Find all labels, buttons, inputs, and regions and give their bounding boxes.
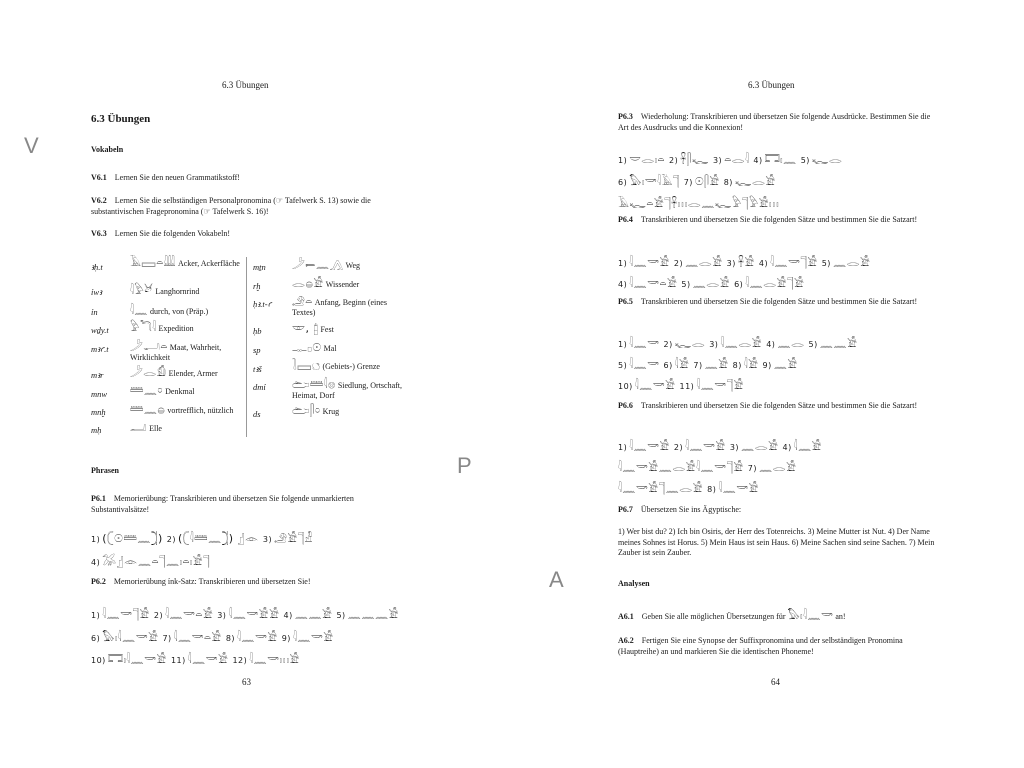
vocab-meaning: Langhornrind	[155, 287, 200, 296]
hieroglyph-group: 𓇋𓅱𓃾	[130, 284, 154, 297]
vocab-meaning: Elender, Armer	[168, 369, 218, 378]
vocab-meaning: vortrefflich, nützlich	[167, 406, 234, 415]
vocab-entry	[130, 258, 240, 269]
marker-a: A	[549, 567, 564, 592]
vokabeln-heading: Vokabeln	[91, 145, 124, 154]
p65-text: Transkribieren und übersetzen Sie die folgenden Sätze und bestimmen Sie die Satzart!	[640, 297, 918, 306]
p61-text: Memorierübung: Transkribieren und übersetzen Sie folgende unmarkierten Substantivalsätze!	[91, 494, 354, 514]
p67-items: 1) Wer bist du? 2) Ich bin Osiris, der Herr des Totenreichs. 3) Meine Mutter ist Nut. 4) Der Name meines Sohnes ist Horus. 5) Mein Haus ist sein Haus. 6) Meine Sachen sind seine Sachen. 7) Mein Zauber ist sein Zauber.	[618, 527, 935, 557]
p61-line-1: 1) (𓍹𓇳𓏠𓈖𓍺) 2) (𓍹𓇋𓏠𓈖𓍺) 𓊨𓁹 3) 𓄂𓀀𓊹𓁐	[91, 532, 313, 545]
vocab-meaning: Fest	[320, 325, 334, 334]
vocab-meaning: Siedlung, Ortschaft, Heimat, Dorf	[292, 381, 403, 400]
hieroglyph-group: 𓏠𓈖𓐍	[130, 403, 166, 416]
vocab-entry	[292, 361, 412, 372]
vocab-meaning: Mal	[323, 344, 337, 353]
p62-line-3: 10) 𓉐𓏤𓇋𓈖𓎡𓀀 11) 𓇋𓈖𓎡𓀀 12) 𓇋𓈖𓎡𓏥𓀀	[91, 653, 300, 666]
vocab-translit: sp	[253, 345, 261, 355]
vocab-translit: tꜣš	[253, 364, 262, 374]
vocab-translit: mḥ	[91, 425, 102, 435]
vocab-entry	[292, 279, 412, 290]
vocab-translit: mꜣꜥ.t	[91, 344, 109, 354]
p62-text: Memorierübung ỉnk-Satz: Transkribieren und übersetzen Sie!	[113, 577, 311, 586]
p66-label: P6.6	[618, 401, 633, 410]
vocab-translit: ds	[253, 409, 261, 419]
marker-p: P	[457, 453, 472, 478]
a61-text-after: an!	[835, 612, 846, 621]
hieroglyph-group: 𓂧𓋴𓏌	[292, 404, 321, 417]
p64-line-1: 1) 𓇋𓈖𓎡𓀀 2) 𓈖𓂋𓀀 3) 𓋹𓀀 4) 𓇋𓈖𓎡𓊹𓀀 5) 𓈖𓂋𓀀	[618, 256, 871, 269]
v61-text: Lernen Sie den neuen Grammatikstoff!	[114, 173, 240, 182]
vocab-entry	[292, 380, 412, 400]
analysen-heading: Analysen	[618, 579, 650, 588]
right-running-header: 6.3 Übungen	[748, 80, 795, 90]
p67-label: P6.7	[618, 505, 633, 514]
hieroglyph-group: 𓌳𓂋𓀁	[130, 366, 167, 379]
p65-line-3: 10) 𓇋𓈖𓎡𓀀 11) 𓇋𓈖𓎡𓊹𓀀	[618, 379, 744, 392]
p66-line-2: 𓇋𓈖𓎡𓀀𓈖𓂋𓀀𓇋𓈖𓎡𓊹𓀀 7) 𓈖𓂋𓀀	[618, 461, 797, 474]
vocab-meaning: Maat, Wahrheit, Wirklichkeit	[130, 343, 222, 362]
v63-exercise	[91, 229, 411, 240]
p63-line-2: 6) 𓅃𓏤𓎡𓇋𓄿𓊹 7) 𓇳𓋴𓀀 8) 𓆑𓂋𓀀	[618, 175, 776, 188]
hieroglyph-group: 𓊃𓊪𓇳	[292, 341, 322, 354]
p63-label: P6.3	[618, 112, 633, 121]
p62-label: P6.2	[91, 577, 106, 586]
vocab-entry	[130, 306, 240, 317]
p64-label: P6.4	[618, 215, 633, 224]
hieroglyph-group: 𓅱𓆓𓇋	[130, 321, 157, 334]
vocab-translit: ḥꜣ.t-ꜥ	[253, 299, 272, 309]
vocab-translit: wḏy.t	[91, 325, 109, 335]
a62-text: Fertigen Sie eine Synopse der Suffixpronomina und der selbständigen Pronomina (Hauptreihe) an und markieren Sie die identischen Phoneme!	[618, 636, 903, 656]
vocab-meaning: (Gebiets-) Grenze	[322, 362, 380, 371]
p63-exercise	[618, 112, 936, 133]
hieroglyph-group: 𓄿𓈙𓏏𓇏	[130, 256, 176, 269]
vocab-entry	[130, 405, 245, 416]
vocab-translit: dmỉ	[253, 382, 266, 392]
vocab-entry	[130, 386, 240, 397]
p67-text: Übersetzen Sie ins Ägyptische:	[640, 505, 742, 514]
vocab-translit: ỉn	[91, 307, 98, 317]
vocab-entry	[130, 286, 240, 297]
left-section-title: 6.3 Übungen	[91, 113, 151, 125]
left-page-number: 63	[242, 677, 251, 687]
left-running-header: 6.3 Übungen	[222, 80, 269, 90]
vocab-entry	[292, 343, 412, 354]
phrasen-heading: Phrasen	[91, 466, 119, 475]
p67-exercise	[618, 505, 936, 516]
p66-line-3: 𓇋𓈖𓎡𓀀𓊹𓈖𓂋𓀀 8) 𓇋𓈖𓎡𓀀	[618, 482, 760, 495]
vocab-entry	[292, 260, 412, 271]
hieroglyph-group: 𓌳𓍿𓈖𓂻	[292, 258, 344, 271]
vocab-meaning: durch, von (Präp.)	[149, 307, 209, 316]
vocab-translit: rḫ	[253, 281, 261, 291]
p63-line-3: 𓄿𓆑𓏏𓀀𓊹𓋹𓏥𓂋𓈖𓆑𓅱𓊹𓅱𓀀𓏥	[618, 197, 780, 210]
p63-text: Wiederholung: Transkribieren und übersetzen Sie folgende Ausdrücke. Bestimmen Sie die Art des Ausdrucks und die Konnexion!	[618, 112, 931, 132]
hieroglyph-group: 𓂧𓏠𓇋𓊖	[292, 378, 336, 391]
hieroglyph-group: 𓍘𓈙𓐎	[292, 359, 321, 372]
hieroglyph-group: 𓅃𓏤𓇋𓈖𓎡	[787, 609, 834, 622]
v61-exercise	[91, 173, 411, 184]
p61-exercise	[91, 494, 411, 515]
v62-text: Lernen Sie die selbständigen Personalpronomina (☞ Tafelwerk S. 13) sowie die substantivischen Fragepronomina (☞ Tafelwerk S. 16)!	[91, 196, 371, 216]
vocab-meaning: Krug	[322, 407, 340, 416]
a61-exercise	[618, 611, 936, 623]
p64-text: Transkribieren und übersetzen Sie die folgenden Sätze und bestimmen Sie die Satzart!	[640, 215, 918, 224]
vocab-entry	[130, 423, 240, 434]
a61-label: A6.1	[618, 612, 634, 621]
p65-label: P6.5	[618, 297, 633, 306]
vocab-translit: mṯn	[253, 262, 266, 272]
vocab-entry	[130, 323, 240, 334]
p65-line-2: 5) 𓇋𓈖𓎡 6) 𓇋𓀀 7) 𓈖𓀀 8) 𓇋𓀀 9) 𓈖𓀀	[618, 358, 798, 371]
hieroglyph-group: 𓏠𓈖𓏌	[130, 384, 164, 397]
vocab-meaning: Elle	[149, 424, 162, 433]
vocab-translit: ꜣḥ.t	[91, 262, 103, 272]
vocab-translit: mnḫ	[91, 407, 106, 417]
v61-label: V6.1	[91, 173, 107, 182]
vocab-column-divider	[246, 257, 247, 437]
vocab-meaning: Acker, Ackerfläche	[177, 259, 240, 268]
vocab-entry	[130, 368, 242, 379]
a62-exercise	[618, 636, 936, 657]
vocab-meaning: Denkmal	[165, 387, 195, 396]
p66-line-1: 1) 𓇋𓈖𓎡𓀀 2) 𓇋𓈖𓎡𓀀 3) 𓈖𓂋𓀀 4) 𓇋𓈖𓀀	[618, 440, 823, 453]
hieroglyph-group: 𓂋𓐍𓀀	[292, 277, 324, 290]
p62-line-1: 1) 𓇋𓈖𓎡𓊹𓀀 2) 𓇋𓈖𓎡𓏏𓀀 3) 𓇋𓈖𓎡𓀀𓀀 4) 𓈖𓈖𓀀 5) 𓈖𓈖𓈖𓀀	[91, 608, 400, 621]
hieroglyph-group: 𓄂𓏏	[292, 295, 313, 308]
p64-exercise	[618, 215, 936, 226]
v63-text: Lernen Sie die folgenden Vokabeln!	[114, 229, 231, 238]
vocab-translit: mꜣr	[91, 370, 104, 380]
right-page-number: 64	[771, 677, 780, 687]
p65-exercise	[618, 297, 936, 308]
vocab-translit: ḥb	[253, 326, 262, 336]
vocab-entry	[292, 324, 412, 335]
v63-label: V6.3	[91, 229, 107, 238]
vocab-meaning: Wissender	[325, 280, 360, 289]
marker-v: V	[24, 133, 39, 158]
p66-text: Transkribieren und übersetzen Sie die folgenden Sätze und bestimmen Sie die Satzart!	[640, 401, 918, 410]
p61-label: P6.1	[91, 494, 106, 503]
p62-exercise	[91, 577, 411, 588]
p66-exercise	[618, 401, 936, 412]
v62-label: V6.2	[91, 196, 107, 205]
vocab-translit: mnw	[91, 389, 108, 399]
p64-line-2: 4) 𓇋𓈖𓎡𓏏𓀀 5) 𓈖𓂋𓀀 6) 𓇋𓈖𓂋𓀀𓊹𓀀	[618, 277, 805, 290]
vocab-translit: ỉwꜣ	[91, 287, 103, 297]
p61-line-2: 4) 𓅮𓊨𓁹𓈖𓏏𓊹𓈖𓏤𓏏𓏤𓀀𓊹	[91, 555, 211, 568]
hieroglyph-group: 𓌳𓂝𓏏	[130, 340, 168, 353]
vocab-meaning: Weg	[345, 261, 361, 270]
vocab-entry	[292, 297, 412, 317]
hieroglyph-group: 𓂣	[130, 421, 148, 434]
vocab-meaning: Anfang, Beginn (eines Textes)	[292, 298, 387, 317]
vocab-entry	[130, 342, 242, 362]
hieroglyph-group: 𓎱, 𓉺	[292, 322, 319, 335]
a62-label: A6.2	[618, 636, 634, 645]
vocab-entry	[292, 406, 412, 417]
p65-line-1: 1) 𓇋𓈖𓎡 2) 𓆑𓂋 3) 𓇋𓈖𓂋𓀀 4) 𓈖𓂋 5) 𓈖𓈖𓀀	[618, 337, 858, 350]
vocab-meaning: Expedition	[158, 324, 194, 333]
p62-line-2: 6) 𓅃𓏤𓇋𓈖𓎡𓀀 7) 𓇋𓈖𓎡𓏏𓀀 8) 𓇋𓈖𓎡𓀀 9) 𓇋𓈖𓎡𓀀	[91, 631, 334, 644]
p63-line-1: 1) 𓎟𓂋𓏤𓏏 2) 𓋹𓋴𓆑 3) 𓏏𓂋𓇋 4) 𓉐𓏤𓈖 5) 𓆑𓂋	[618, 153, 843, 166]
hieroglyph-group: 𓇋𓈖	[130, 304, 148, 317]
a61-text-before: Geben Sie alle möglichen Übersetzungen für	[641, 612, 786, 621]
v62-exercise	[91, 196, 411, 217]
